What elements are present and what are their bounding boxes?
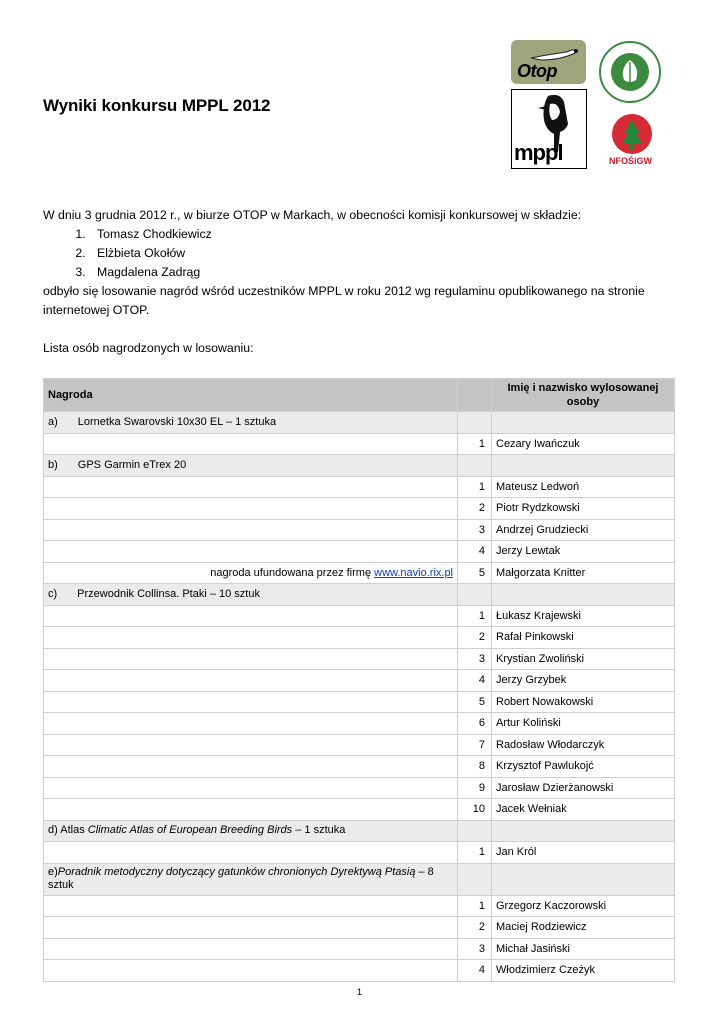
list-label: Lista osób nagrodzonych w losowaniu: <box>43 341 254 355</box>
sponsor-link[interactable]: www.navio.rix.pl <box>374 566 453 579</box>
prize-name: Lornetka Swarovski 10x30 EL – 1 sztuka <box>77 415 277 428</box>
prize-name-prefix: Atlas <box>60 824 88 837</box>
winner-name: Robert Nowakowski <box>492 691 675 713</box>
winner-note-cell <box>44 498 458 520</box>
winner-row <box>44 433 675 455</box>
prize-name-italic: Climatic Atlas of European Breeding Birds <box>87 824 293 837</box>
winner-name: Małgorzata Knitter <box>492 562 675 584</box>
winner-number: 3 <box>458 519 492 541</box>
prize-winner-empty <box>492 863 675 895</box>
committee-member: 3. Magdalena Zadrąg <box>89 263 683 282</box>
prize-winner-empty <box>492 584 675 606</box>
committee-list <box>43 225 683 282</box>
prize-name-suffix: – 8 sztuk <box>48 866 434 891</box>
winner-name: Andrzej Grudziecki <box>492 519 675 541</box>
winner-number: 1 <box>458 476 492 498</box>
winner-row <box>44 519 675 541</box>
winner-name: Jarosław Dzierżanowski <box>492 777 675 799</box>
prize-number-empty <box>458 863 492 895</box>
winner-number: 3 <box>458 648 492 670</box>
table-header-row <box>44 379 675 412</box>
winner-row <box>44 713 675 735</box>
winner-number: 2 <box>458 917 492 939</box>
winner-name: Piotr Rydzkowski <box>492 498 675 520</box>
winner-name: Łukasz Krajewski <box>492 605 675 627</box>
prize-number-empty <box>458 820 492 842</box>
winner-name: Krzysztof Pawlukojć <box>492 756 675 778</box>
mppl-logo-text: mppl <box>514 140 563 165</box>
winner-number: 2 <box>458 627 492 649</box>
winner-row <box>44 648 675 670</box>
otop-logo-text: Otop <box>517 61 557 81</box>
winner-number: 4 <box>458 960 492 982</box>
prize-winner-empty <box>492 455 675 477</box>
table-body <box>44 412 675 982</box>
winner-note-cell <box>44 938 458 960</box>
winner-number: 5 <box>458 562 492 584</box>
otop-logo <box>511 40 586 84</box>
winner-note-cell <box>44 670 458 692</box>
ecosystem-initiative-logo <box>598 40 662 104</box>
winner-name: Cezary Iwańczuk <box>492 433 675 455</box>
winner-note-cell <box>44 476 458 498</box>
winner-name: Jan Król <box>492 842 675 864</box>
winner-note-cell <box>44 433 458 455</box>
winner-number: 3 <box>458 938 492 960</box>
winner-note-cell <box>44 734 458 756</box>
prize-letter: a) <box>48 415 58 428</box>
intro-line-2: odbyło się losowanie nagród wśród uczestników MPPL w roku 2012 wg regulaminu opublikowanego na stronie internetowej OTOP. <box>43 284 645 317</box>
prize-name-italic: Poradnik metodyczny dotyczący gatunków chronionych Dyrektywą Ptasią <box>57 866 416 878</box>
winner-name: Artur Koliński <box>492 713 675 735</box>
winner-row <box>44 627 675 649</box>
winner-row <box>44 799 675 821</box>
sponsor-note: nagroda ufundowana przez firmę <box>210 566 375 579</box>
winner-row <box>44 498 675 520</box>
prize-description <box>44 455 458 477</box>
winner-number: 1 <box>458 433 492 455</box>
winner-name: Jerzy Lewtak <box>492 541 675 563</box>
winner-row <box>44 691 675 713</box>
winner-row <box>44 777 675 799</box>
winner-row <box>44 670 675 692</box>
prize-name-suffix: – 1 sztuka <box>292 824 346 837</box>
prize-name: GPS Garmin eTrex 20 <box>77 458 187 471</box>
winner-row <box>44 562 675 584</box>
winner-row <box>44 476 675 498</box>
winner-row <box>44 842 675 864</box>
winner-row <box>44 917 675 939</box>
prize-description <box>44 820 458 842</box>
prize-description <box>44 584 458 606</box>
winner-row <box>44 541 675 563</box>
prize-letter: e) <box>48 866 58 878</box>
winner-row <box>44 734 675 756</box>
prize-description <box>44 412 458 434</box>
winner-number: 7 <box>458 734 492 756</box>
winner-row <box>44 938 675 960</box>
prize-category-row <box>44 412 675 434</box>
winner-name: Jerzy Grzybek <box>492 670 675 692</box>
winner-note-cell <box>44 713 458 735</box>
prize-category-row <box>44 584 675 606</box>
winner-row <box>44 960 675 982</box>
prize-number-empty <box>458 412 492 434</box>
winner-number: 4 <box>458 541 492 563</box>
nfosigw-logo <box>610 112 654 168</box>
winner-name: Mateusz Ledwoń <box>492 476 675 498</box>
intro-section <box>43 206 683 358</box>
winner-row <box>44 605 675 627</box>
winner-name: Krystian Zwoliński <box>492 648 675 670</box>
winner-number: 1 <box>458 605 492 627</box>
winner-note-cell <box>44 895 458 917</box>
winner-note-cell <box>44 627 458 649</box>
intro-line-1: W dniu 3 grudnia 2012 r., w biurze OTOP w Markach, w obecności komisji konkursowej w składzie: <box>43 208 582 222</box>
winner-note-cell <box>44 917 458 939</box>
winner-name: Grzegorz Kaczorowski <box>492 895 675 917</box>
winner-number: 1 <box>458 895 492 917</box>
winner-note-cell <box>44 562 458 584</box>
prize-number-empty <box>458 455 492 477</box>
header-prize: Nagroda <box>44 379 458 412</box>
winner-row <box>44 756 675 778</box>
winner-number: 4 <box>458 670 492 692</box>
winner-name: Jacek Wełniak <box>492 799 675 821</box>
nfosigw-logo-text: NFOŚiGW <box>609 156 652 166</box>
committee-member: 2. Elżbieta Okołów <box>89 244 683 263</box>
header-number <box>458 379 492 412</box>
winner-note-cell <box>44 799 458 821</box>
page-number: 1 <box>357 987 363 997</box>
winner-name: Michał Jasiński <box>492 938 675 960</box>
prize-winner-empty <box>492 412 675 434</box>
prize-winner-empty <box>492 820 675 842</box>
winner-number: 9 <box>458 777 492 799</box>
prize-description <box>44 863 458 895</box>
prize-category-row <box>44 863 675 895</box>
winner-number: 10 <box>458 799 492 821</box>
mppl-logo <box>511 89 587 169</box>
prize-letter: c) <box>48 587 58 600</box>
winner-note-cell <box>44 960 458 982</box>
winner-note-cell <box>44 541 458 563</box>
prize-letter: d) <box>48 824 58 837</box>
prize-number-empty <box>458 584 492 606</box>
winner-note-cell <box>44 756 458 778</box>
document-title: Wyniki konkursu MPPL 2012 <box>43 96 271 115</box>
winner-number: 6 <box>458 713 492 735</box>
winner-name: Maciej Rodziewicz <box>492 917 675 939</box>
winner-note-cell <box>44 777 458 799</box>
prize-category-row <box>44 455 675 477</box>
winner-note-cell <box>44 648 458 670</box>
winner-number: 1 <box>458 842 492 864</box>
committee-member: 1. Tomasz Chodkiewicz <box>89 225 683 244</box>
prize-category-row <box>44 820 675 842</box>
winner-name: Radosław Włodarczyk <box>492 734 675 756</box>
prize-letter: b) <box>48 458 58 471</box>
results-table <box>43 378 675 982</box>
winner-note-cell <box>44 519 458 541</box>
winner-number: 5 <box>458 691 492 713</box>
winner-note-cell <box>44 842 458 864</box>
winner-name: Rafał Pinkowski <box>492 627 675 649</box>
winner-row <box>44 895 675 917</box>
prize-name: Przewodnik Collinsa. Ptaki – 10 sztuk <box>77 587 260 600</box>
winner-note-cell <box>44 605 458 627</box>
winner-number: 2 <box>458 498 492 520</box>
winner-number: 8 <box>458 756 492 778</box>
winner-name: Włodzimierz Czeżyk <box>492 960 675 982</box>
winner-note-cell <box>44 691 458 713</box>
header-winner: Imię i nazwisko wylosowanej osoby <box>492 379 675 412</box>
